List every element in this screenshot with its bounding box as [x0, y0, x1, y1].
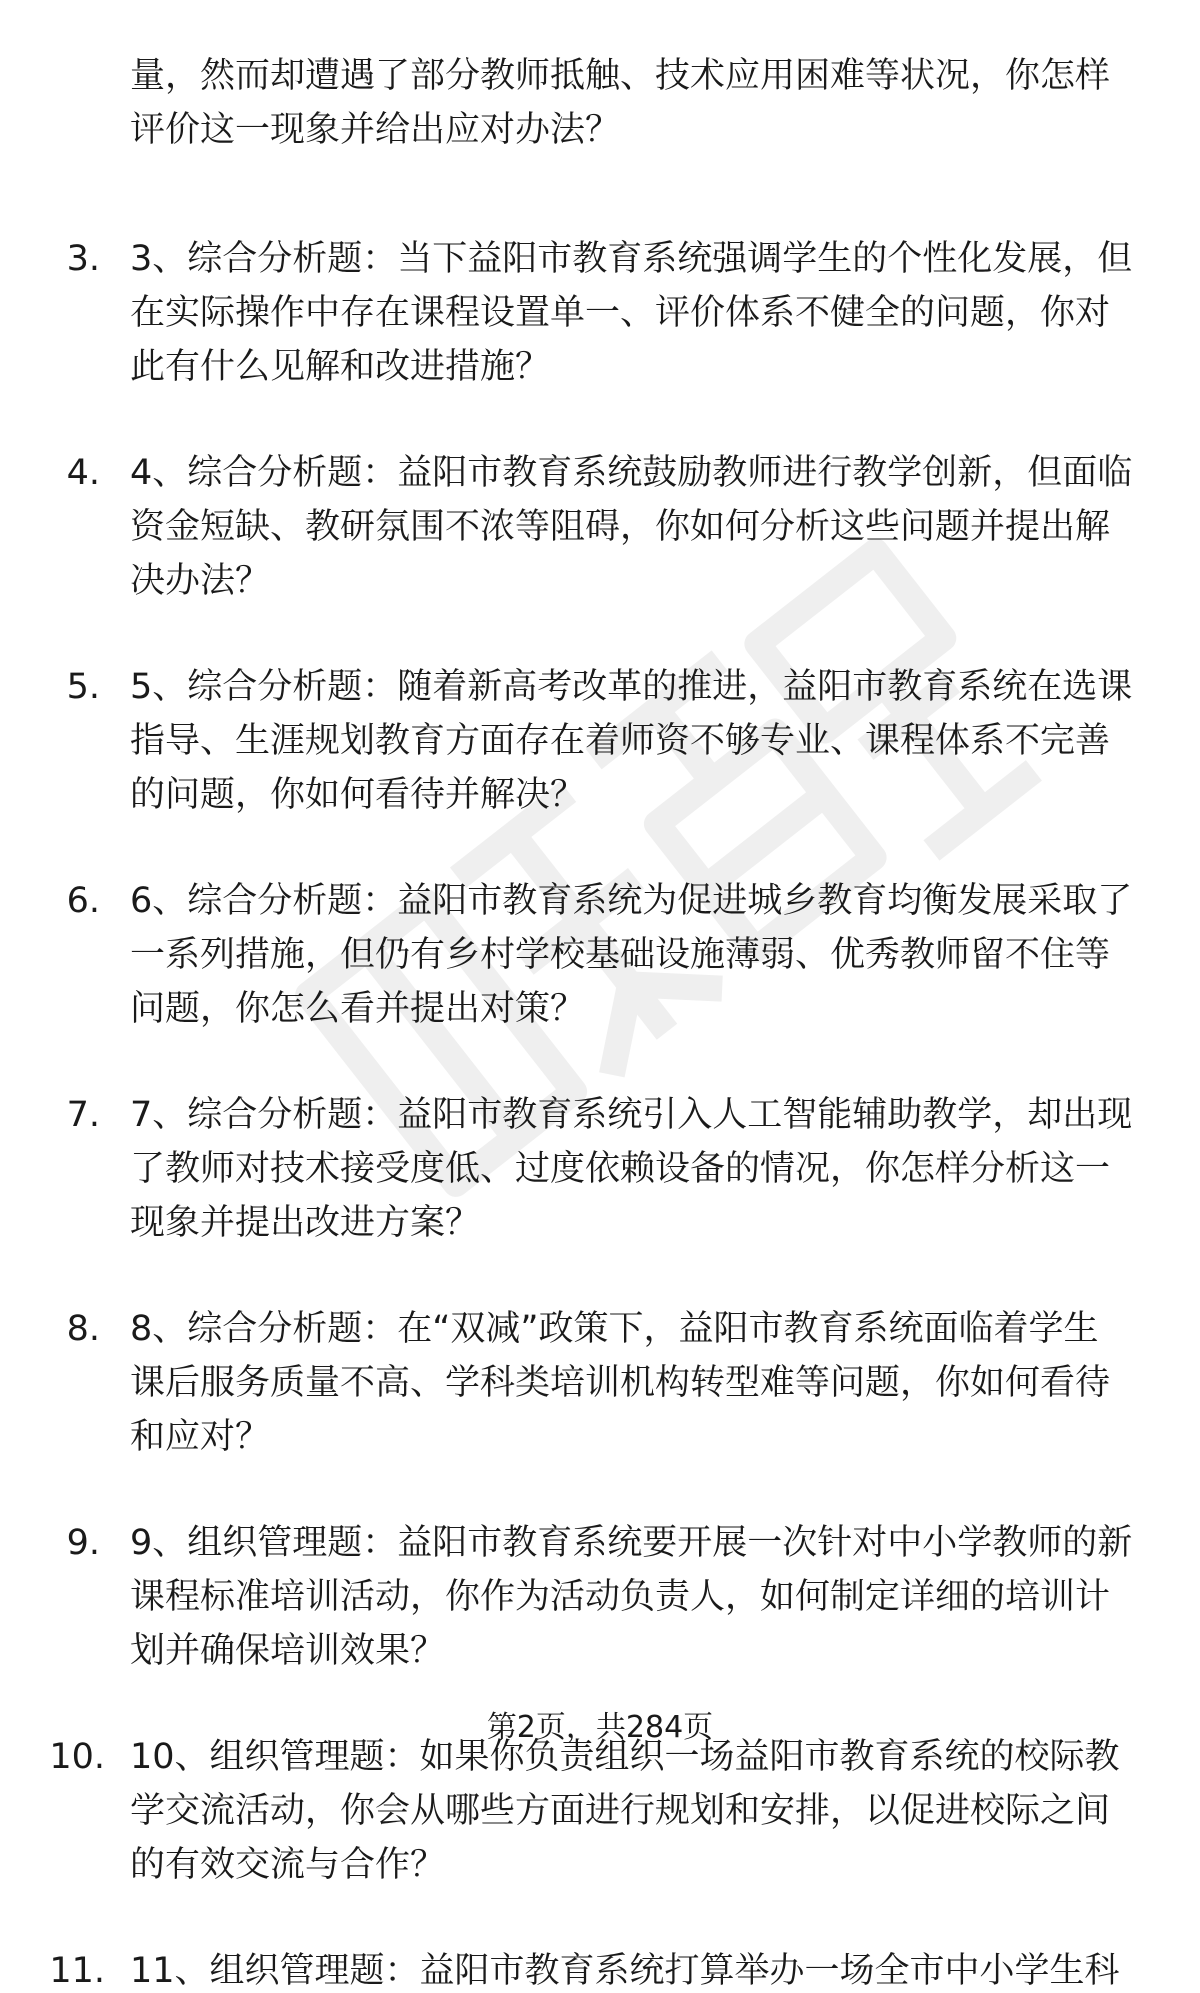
question-number: 5. [66, 667, 100, 707]
question-text-line: 的问题，你如何看待并解决？ [130, 775, 586, 815]
continuation-line: 评价这一现象并给出应对办法？ [130, 110, 621, 150]
question-text-line: 7、综合分析题：益阳市教育系统引入人工智能辅助教学，却出现 [130, 1095, 1133, 1135]
page-footer: 第2页，共284页 [486, 1710, 714, 1745]
question-text-line: 8、综合分析题：在“双减”政策下，益阳市教育系统面临着学生 [130, 1309, 1099, 1349]
question-text-line: 在实际操作中存在课程设置单一、评价体系不健全的问题，你对 [130, 293, 1111, 333]
question-text-line: 指导、生涯规划教育方面存在着师资不够专业、课程体系不完善 [130, 721, 1111, 761]
question-text-line: 6、综合分析题：益阳市教育系统为促进城乡教育均衡发展采取了 [130, 881, 1133, 921]
question-text-line: 此有什么见解和改进措施？ [130, 347, 551, 387]
question-text-line: 9、组织管理题：益阳市教育系统要开展一次针对中小学教师的新 [130, 1523, 1133, 1563]
question-number: 10. [49, 1737, 105, 1777]
question-number: 11. [49, 1951, 105, 1991]
question-text-line: 5、综合分析题：随着新高考改革的推进，益阳市教育系统在选课 [130, 667, 1133, 707]
question-number: 7. [66, 1095, 100, 1135]
question-number: 3. [66, 239, 100, 279]
question-number: 9. [66, 1523, 100, 1563]
question-text-line: 一系列措施，但仍有乡村学校基础设施薄弱、优秀教师留不住等 [130, 935, 1111, 975]
question-number: 4. [66, 453, 100, 493]
question-text-line: 11、组织管理题：益阳市教育系统打算举办一场全市中小学生科 [130, 1951, 1120, 1991]
question-number: 6. [66, 881, 100, 921]
question-text-line: 资金短缺、教研氛围不浓等阻碍，你如何分析这些问题并提出解 [130, 507, 1111, 547]
continuation-line: 量，然而却遭遇了部分教师抵触、技术应用困难等状况，你怎样 [130, 56, 1111, 96]
question-text-line: 了教师对技术接受度低、过度依赖设备的情况，你怎样分析这一 [130, 1149, 1111, 1189]
question-text-line: 3、综合分析题：当下益阳市教育系统强调学生的个性化发展，但 [130, 239, 1133, 279]
question-text-line: 课程标准培训活动，你作为活动负责人，如何制定详细的培训计 [130, 1577, 1111, 1617]
question-text-line: 决办法？ [130, 561, 271, 601]
question-number: 8. [66, 1309, 100, 1349]
question-text-line: 学交流活动，你会从哪些方面进行规划和安排，以促进校际之间 [130, 1791, 1111, 1831]
question-text-line: 问题，你怎么看并提出对策？ [130, 989, 586, 1029]
question-text-line: 4、综合分析题：益阳市教育系统鼓励教师进行教学创新，但面临 [130, 453, 1133, 493]
question-text-line: 课后服务质量不高、学科类培训机构转型难等问题，你如何看待 [130, 1363, 1111, 1403]
question-text-line: 10、组织管理题：如果你负责组织一场益阳市教育系统的校际教 [130, 1737, 1120, 1777]
question-text-line: 现象并提出改进方案？ [130, 1203, 481, 1243]
question-text-line: 和应对？ [130, 1417, 271, 1457]
question-text-line: 的有效交流与合作？ [130, 1845, 446, 1885]
question-text-line: 划并确保培训效果？ [130, 1631, 446, 1671]
